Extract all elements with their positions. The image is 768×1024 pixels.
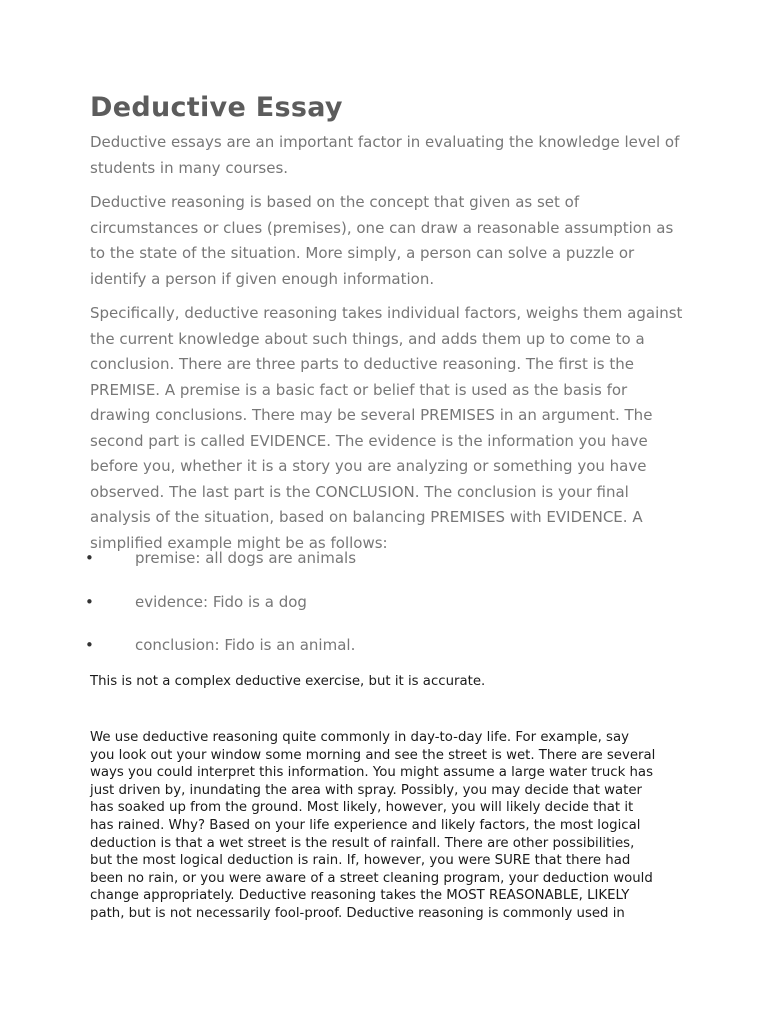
intro-paragraph: Deductive essays are an important factor in evaluating the knowledge level of students in many courses.: [90, 133, 680, 177]
list-item-text: conclusion: Fido is an animal.: [135, 636, 356, 654]
bullet-icon: •: [85, 592, 94, 611]
body-line: deduction is that a wet street is the result of rainfall. There are other possibilities,: [90, 835, 635, 851]
page-title: Deductive Essay: [90, 92, 343, 123]
body-line: been no rain, or you were aware of a street cleaning program, your deduction would: [90, 870, 653, 886]
body-line: has rained. Why? Based on your life experience and likely factors, the most logical: [90, 817, 641, 833]
list-item-text: premise: all dogs are animals: [135, 549, 357, 567]
bullet-icon: •: [85, 636, 94, 654]
parts-paragraph: Specifically, deductive reasoning takes individual factors, weighs them against the current knowledge about such things, and adds them up to come to a conclusion. There are three parts to deductive reasoning. The first is the PREMISE. A premise is a basic fact or belief that is used as the basis for drawing conclusions. There may be several PREMISES in an argument. The second part is called EVIDENCE. The evidence is the information you have before you, whether it is a story you are analyzing or something you have observed. The last part is the CONCLUSION. The conclusion is your final analysis of the situation, based on balancing PREMISES with EVIDENCE. A simplified example might be as follows:: [90, 304, 683, 552]
body-line: change appropriately. Deductive reasoning takes the MOST REASONABLE, LIKELY: [90, 888, 630, 904]
body-line: just driven by, inundating the area with spray. Possibly, you may decide that water: [90, 782, 643, 798]
body-line: you look out your window some morning and see the street is wet. There are several: [90, 747, 656, 763]
body-line: has soaked up from the ground. Most likely, however, you will likely decide that it: [90, 800, 634, 816]
intro-section: [90, 130, 690, 565]
bullet-icon: •: [85, 549, 94, 567]
list-item: [85, 632, 690, 676]
body-line: but the most logical deduction is rain. If, however, you were SURE that there had: [90, 853, 631, 869]
list-item: [85, 589, 690, 633]
definition-paragraph: Deductive reasoning is based on the concept that given as set of circumstances or clues (premises), one can draw a reasonable assumption as to the state of the situation. More simply, a person can solve a puzzle or identify a person if given enough information.: [90, 193, 674, 288]
body-line: path, but is not necessarily fool-proof. Deductive reasoning is commonly used in: [90, 905, 625, 921]
body-paragraph: [90, 729, 690, 923]
list-item: [85, 545, 690, 589]
example-list: [85, 545, 690, 676]
note-line: This is not a complex deductive exercise, but it is accurate.: [90, 674, 486, 689]
body-line: ways you could interpret this information. You might assume a large water truck has: [90, 765, 653, 781]
body-line: We use deductive reasoning quite commonly in day-to-day life. For example, say: [90, 730, 629, 745]
list-item-text: evidence: Fido is a dog: [135, 592, 307, 611]
